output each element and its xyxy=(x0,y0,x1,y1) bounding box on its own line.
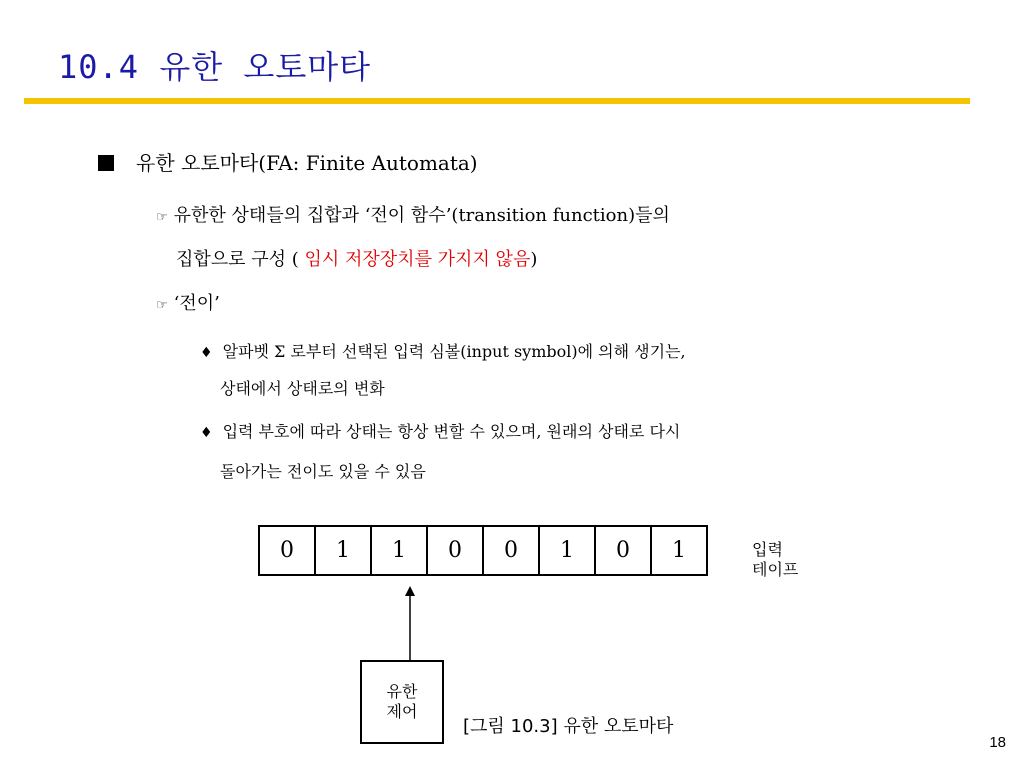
bullet-text: 입력 부호에 따라 상태는 항상 변할 수 있으며, 원래의 상태로 다시 xyxy=(222,422,681,441)
pointing-hand-icon: ☞ xyxy=(156,210,168,225)
bullet-level2-1 xyxy=(156,201,670,227)
bullet-text: ‘전이’ xyxy=(173,293,220,314)
tape-label xyxy=(752,540,798,580)
finite-control-box xyxy=(360,660,444,744)
tape-label-line: 테이프 xyxy=(752,560,799,579)
bullet-text: 유한한 상태들의 집합과 ‘전이 함수’(transition function)들의 xyxy=(173,205,670,226)
diamond-bullet-icon: ♦ xyxy=(200,345,213,361)
bullet-text: 집합으로 구성 ( xyxy=(176,249,305,270)
slide-title: 10.4 유한 오토마타 xyxy=(58,48,372,86)
diamond-bullet-icon: ♦ xyxy=(200,425,213,441)
highlight-text: 임시 저장장치를 가지지 않음 xyxy=(304,249,531,270)
tape-cell: 0 xyxy=(260,527,316,574)
square-bullet-icon xyxy=(98,155,114,171)
tape-cell: 0 xyxy=(484,527,540,574)
page-number: 18 xyxy=(989,734,1006,751)
bullet-text: 유한 오토마타(FA: Finite Automata) xyxy=(136,151,478,175)
bullet-level3-2 xyxy=(200,419,680,442)
tape-cell: 1 xyxy=(316,527,372,574)
tape-cell: 1 xyxy=(540,527,596,574)
pointing-hand-icon: ☞ xyxy=(156,298,168,313)
control-label-line: 제어 xyxy=(386,702,418,721)
title-underline xyxy=(24,98,970,104)
tape-cell: 1 xyxy=(672,538,686,563)
read-head-arrow-icon xyxy=(400,586,420,662)
tape-cell: 1 xyxy=(372,527,428,574)
tape-cell: 0 xyxy=(428,527,484,574)
bullet-continuation xyxy=(176,245,537,271)
bullet-text: 알파벳 Σ 로부터 선택된 입력 심볼(input symbol)에 의해 생기는, xyxy=(222,342,686,361)
control-label-line: 유한 xyxy=(386,682,418,701)
figure-caption: [그림 10.3] 유한 오토마타 xyxy=(463,716,674,737)
input-tape xyxy=(258,525,708,576)
bullet-level1 xyxy=(98,147,478,176)
bullet-level3-1 xyxy=(200,339,686,362)
bullet-continuation: 돌아가는 전이도 있을 수 있음 xyxy=(220,462,426,481)
tape-cell: 0 xyxy=(596,527,652,574)
tape-label-line: 입력 xyxy=(752,540,783,559)
bullet-text-end: ) xyxy=(530,249,538,270)
bullet-continuation: 상태에서 상태로의 변화 xyxy=(220,379,385,398)
bullet-level2-2 xyxy=(156,289,220,315)
